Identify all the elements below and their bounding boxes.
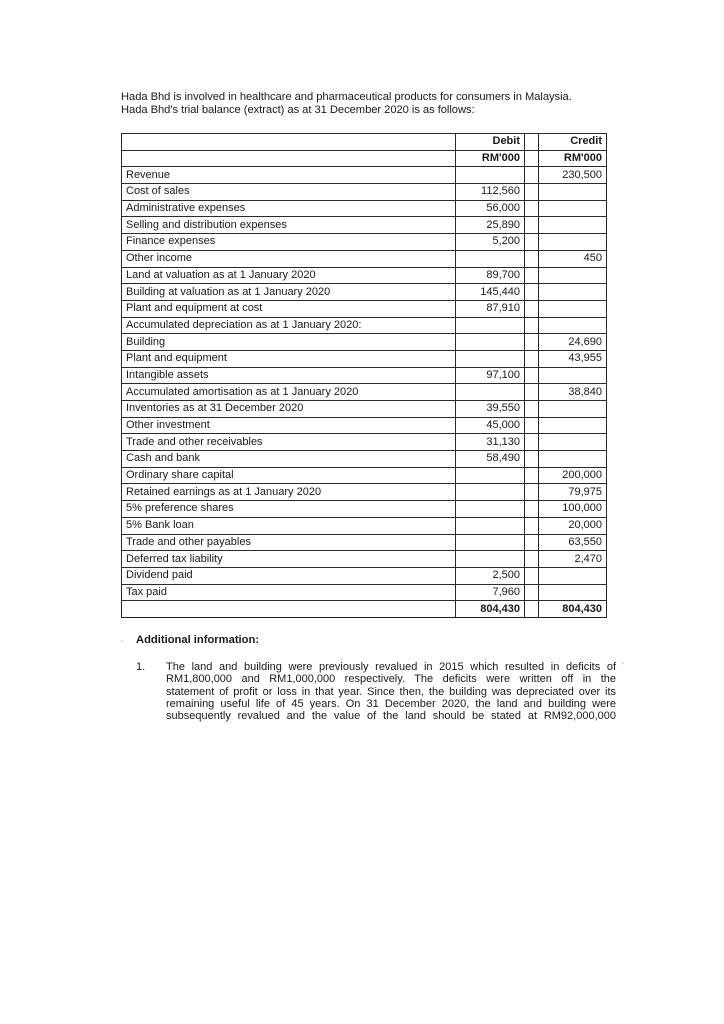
gap-cell [525,467,539,484]
account-label: Deferred tax liability [122,551,456,568]
table-row [122,401,607,418]
credit-amount: 450 [539,250,607,267]
credit-amount: 200,000 [539,467,607,484]
credit-amount: 38,840 [539,384,607,401]
credit-amount [539,234,607,251]
gap-cell [525,417,539,434]
table-row [122,534,607,551]
account-label: Building at valuation as at 1 January 2020 [122,284,456,301]
account-label: Revenue [122,167,456,184]
gap-cell [525,434,539,451]
gap-cell [525,200,539,217]
credit-amount [539,300,607,317]
gap-cell [525,350,539,367]
note-line: statement of profit or loss in that year. Since then, the building was depreciated over its [166,685,616,698]
gap-cell [525,517,539,534]
table-row [122,300,607,317]
intro-line-1: Hada Bhd is involved in healthcare and pharmaceutical products for consumers in Malaysia. [121,91,572,103]
debit-amount: 5,200 [456,234,525,251]
credit-amount: 20,000 [539,517,607,534]
table-row [122,551,607,568]
table-row [122,350,607,367]
account-label: Cash and bank [122,451,456,468]
account-label: Building [122,334,456,351]
note-line: subsequently revalued and the value of the land should be stated at RM92,000,000 [166,710,616,723]
account-label: Intangible assets [122,367,456,384]
account-label: Selling and distribution expenses [122,217,456,234]
debit-amount [456,334,525,351]
gap-cell [525,317,539,334]
account-label: Land at valuation as at 1 January 2020 [122,267,456,284]
table-row [122,367,607,384]
table-row [122,250,607,267]
table-row [122,434,607,451]
table-row [122,584,607,601]
header-credit-unit: RM'000 [539,150,607,167]
gap-cell [525,567,539,584]
gap-cell [525,501,539,518]
gap-cell [525,184,539,201]
credit-amount [539,451,607,468]
account-label: Other investment [122,417,456,434]
credit-amount [539,417,607,434]
account-label: 5% preference shares [122,501,456,518]
table-row [122,167,607,184]
gap-cell [525,451,539,468]
debit-amount: 112,560 [456,184,525,201]
scan-speck [121,640,123,642]
gap-cell [525,534,539,551]
gap-cell [525,484,539,501]
header-gap-cell [525,134,539,151]
account-label: Plant and equipment at cost [122,300,456,317]
total-label [122,601,456,618]
debit-amount [456,350,525,367]
table-total-row [122,601,607,618]
debit-amount [456,551,525,568]
credit-amount [539,217,607,234]
intro-paragraph [121,91,621,117]
total-debit: 804,430 [456,601,525,618]
header-label-cell [122,134,456,151]
credit-amount: 43,955 [539,350,607,367]
debit-amount [456,467,525,484]
debit-amount [456,517,525,534]
gap-cell [525,284,539,301]
header-credit: Credit [539,134,607,151]
credit-amount [539,284,607,301]
credit-amount [539,401,607,418]
table-row [122,484,607,501]
gap-cell [525,601,539,618]
note-line: remaining useful life of 45 years. On 31 December 2020, the land and building were [166,697,616,710]
credit-amount: 230,500 [539,167,607,184]
gap-cell [525,334,539,351]
credit-amount: 63,550 [539,534,607,551]
table-row [122,234,607,251]
credit-amount: 24,690 [539,334,607,351]
unit-gap-cell [525,150,539,167]
debit-amount [456,167,525,184]
account-label: Accumulated depreciation as at 1 January 2020: [122,317,456,334]
debit-amount [456,317,525,334]
account-label: 5% Bank loan [122,517,456,534]
gap-cell [525,300,539,317]
debit-amount: 87,910 [456,300,525,317]
table-unit-row [122,150,607,167]
debit-amount: 2,500 [456,567,525,584]
table-row [122,451,607,468]
credit-amount [539,367,607,384]
debit-amount: 25,890 [456,217,525,234]
credit-amount: 79,975 [539,484,607,501]
account-label: Other income [122,250,456,267]
table-row [122,467,607,484]
account-label: Plant and equipment [122,350,456,367]
debit-amount: 31,130 [456,434,525,451]
table-row [122,284,607,301]
debit-amount [456,484,525,501]
intro-line-2: Hada Bhd's trial balance (extract) as at 31 December 2020 is as follows: [121,104,475,116]
debit-amount: 39,550 [456,401,525,418]
unit-label-cell [122,150,456,167]
credit-amount [539,200,607,217]
table-header-row [122,134,607,151]
debit-amount [456,501,525,518]
credit-amount: 2,470 [539,551,607,568]
debit-amount: 97,100 [456,367,525,384]
gap-cell [525,167,539,184]
account-label: Accumulated amortisation as at 1 January 2020 [122,384,456,401]
table-row [122,334,607,351]
table-row [122,317,607,334]
debit-amount: 7,960 [456,584,525,601]
credit-amount [539,317,607,334]
header-debit-unit: RM'000 [456,150,525,167]
gap-cell [525,401,539,418]
gap-cell [525,217,539,234]
header-debit: Debit [456,134,525,151]
table-row [122,384,607,401]
account-label: Ordinary share capital [122,467,456,484]
table-row [122,267,607,284]
account-label: Tax paid [122,584,456,601]
account-label: Finance expenses [122,234,456,251]
account-label: Trade and other receivables [122,434,456,451]
account-label: Administrative expenses [122,200,456,217]
table-row [122,200,607,217]
debit-amount: 89,700 [456,267,525,284]
note-line: The land and building were previously revalued in 2015 which resulted in deficits of [166,661,616,673]
note-line: RM1,800,000 and RM1,000,000 respectively. The deficits were written off in the [166,673,616,686]
debit-amount: 145,440 [456,284,525,301]
gap-cell [525,234,539,251]
trial-balance-table [121,133,607,618]
debit-amount: 56,000 [456,200,525,217]
gap-cell [525,384,539,401]
credit-amount [539,267,607,284]
account-label: Trade and other payables [122,534,456,551]
account-label: Dividend paid [122,567,456,584]
account-label: Cost of sales [122,184,456,201]
table-row [122,567,607,584]
credit-amount [539,434,607,451]
debit-amount: 45,000 [456,417,525,434]
table-row [122,517,607,534]
debit-amount: 58,490 [456,451,525,468]
gap-cell [525,367,539,384]
account-label: Inventories as at 31 December 2020 [122,401,456,418]
credit-amount: 100,000 [539,501,607,518]
debit-amount [456,250,525,267]
table-row [122,501,607,518]
additional-information-heading: Additional information: [136,634,260,646]
debit-amount [456,384,525,401]
gap-cell [525,267,539,284]
table-row [122,217,607,234]
debit-amount [456,534,525,551]
credit-amount [539,184,607,201]
gap-cell [525,250,539,267]
note-number: 1. [136,661,146,673]
gap-cell [525,584,539,601]
table-row [122,417,607,434]
gap-cell [525,551,539,568]
note-text [166,661,616,722]
scan-speck [622,662,624,664]
table-row [122,184,607,201]
credit-amount [539,567,607,584]
total-credit: 804,430 [539,601,607,618]
account-label: Retained earnings as at 1 January 2020 [122,484,456,501]
credit-amount [539,584,607,601]
